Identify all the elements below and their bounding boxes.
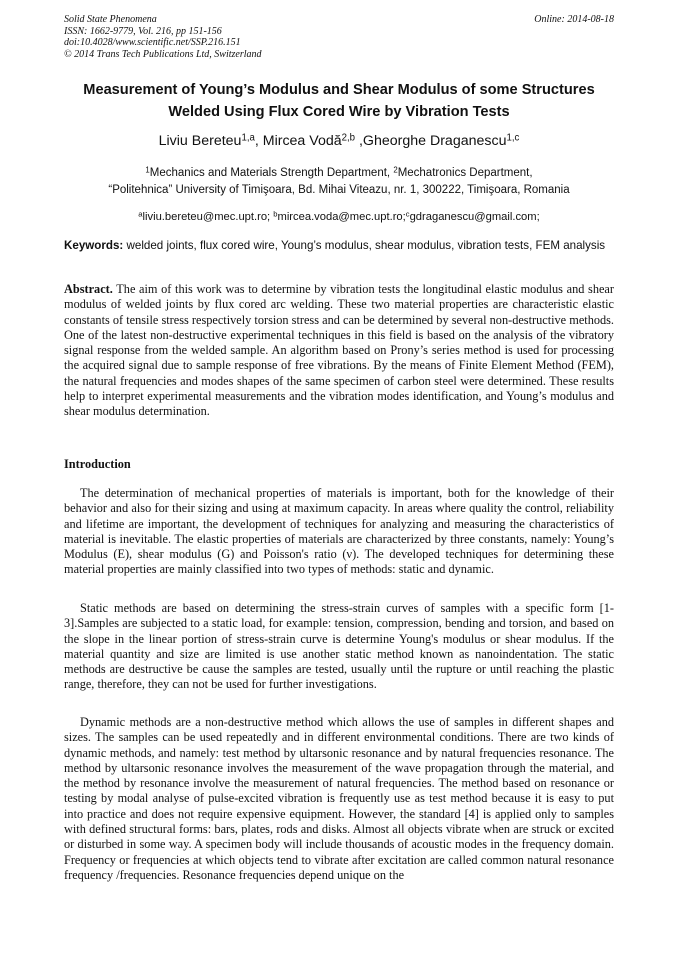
journal-name: Solid State Phenomena bbox=[64, 14, 157, 25]
author-list bbox=[64, 132, 614, 150]
email-list bbox=[64, 210, 614, 224]
email-address[interactable]: mircea.voda@mec.upt.ro; bbox=[277, 211, 406, 223]
keywords-text: welded joints, flux cored wire, Young’s modulus, shear modulus, vibration tests, FEM analysis bbox=[123, 239, 606, 252]
affiliation-superscript: 1 bbox=[145, 165, 150, 175]
author-separator: , bbox=[355, 133, 363, 149]
doi-line: doi:10.4028/www.scientific.net/SSP.216.151 bbox=[64, 37, 241, 48]
author-name: Mircea Vodă bbox=[262, 133, 342, 149]
affiliation-superscript: 2 bbox=[393, 165, 398, 175]
author-name: Liviu Bereteu bbox=[158, 133, 242, 149]
email-superscript: b bbox=[273, 209, 278, 219]
affiliation-text: Mechatronics Department, bbox=[397, 167, 533, 179]
section-heading-introduction: Introduction bbox=[64, 457, 131, 471]
intro-paragraph: The determination of mechanical properties of materials is important, both for the knowledge of their behavior and also for their sizing and using at maximum capacity. In areas where quality the control, reliability and lifetime are important, the development of techniques for analyzing and measuring the characteristics of material is inevitable. The elastic properties of materials are characterized by three constants, namely: Young’s Modulus (E), shear modulus (G) and Poisson's ratio (ν). The developed techniques for determining these material properties are mainly classified into two types of methods: static and dynamic. bbox=[64, 486, 614, 577]
email-superscript: a bbox=[138, 209, 143, 219]
abstract bbox=[64, 282, 614, 420]
author-separator: , bbox=[254, 133, 263, 149]
affiliations bbox=[64, 165, 614, 199]
email-superscript: c bbox=[405, 209, 410, 219]
keywords bbox=[64, 237, 616, 254]
author-superscript: 1,c bbox=[506, 132, 520, 144]
affiliation-text: Mechanics and Materials Strength Department, bbox=[149, 167, 394, 179]
copyright-line: © 2014 Trans Tech Publications Ltd, Switzerland bbox=[64, 48, 262, 60]
issn-line: ISSN: 1662-9779, Vol. 216, pp 151-156 bbox=[64, 25, 222, 37]
intro-paragraph: Static methods are based on determining the stress-strain curves of samples with a specific form [1-3].Samples are subjected to a static load, for example: tension, compression, bending and torsion, and based on the slope in the linear portion of stress-strain curve is determine Young's modulus or shear modulus. If the material quantity and size are limited is use another static method known as nanoindentation. The static methods are destructive be cause the samples are tested, usually until the rupture or until reaching the plastic range, therefore, they can not be used for further investigations. bbox=[64, 601, 614, 692]
journal-header bbox=[64, 14, 262, 60]
intro-paragraph: Dynamic methods are a non-destructive method which allows the use of samples in different shapes and sizes. The samples can be used repeatedly and in different environmental conditions. There are two kinds of dynamic methods, and namely: test method by ultarsonic resonance and by natural frequencies resonance. The method by ultarsonic resonance involves the measurement of the wave propagation through the material, and the method by resonance involve the measurement of natural frequencies. The method based on resonance or testing by modal analyse of pulse-excited vibration is frequently use as test method because it is easy to put into practice and does not require expensive equipment. However, the standard [4] is applied only to samples with defined structural forms: bars, plates, rods and disks. Almost all objects vibrate when are struck or excited or disturbed in some way. A specimen body will include thousands of acoustic modes in the frequency domain. Frequency or frequencies at which objects tend to vibrate after excitation are called common natural resonance frequency /frequencies. Resonance frequencies depend unique on the bbox=[64, 715, 614, 882]
author-name: Gheorghe Draganescu bbox=[362, 133, 507, 149]
keywords-label: Keywords: bbox=[64, 239, 124, 252]
abstract-label: Abstract. bbox=[64, 282, 113, 296]
email-address[interactable]: gdraganescu@gmail.com; bbox=[409, 211, 540, 223]
affiliation-line-2: “Politehnica” University of Timişoara, Bd. Mihai Viteazu, nr. 1, 300222, Timişoara, Romania bbox=[108, 184, 570, 196]
abstract-text: The aim of this work was to determine by vibration tests the longitudinal elastic modulus and shear modulus of welded joints by flux cored arc welding. These two material properties are characteristic elastic constants of tensile stress respectively torsion stress and can be determined by several non-destructive methods. One of the latest non-destructive experimental techniques in this field is based on the analysis of the vibratory signal response from the welded sample. An algorithm based on Prony’s series method is used for processing the acquired signal due to sample response of free vibrations. By the means of Finite Element Method (FEM), the natural frequencies and modes shapes of the same specimen of carbon steel were determined. These results help to interpret experimental measurements and the vibration modes identification, and Young’s modulus and shear modulus determination. bbox=[64, 282, 614, 419]
online-date: Online: 2014-08-18 bbox=[534, 14, 614, 25]
paper-title: Measurement of Young’s Modulus and Shear Modulus of some Structures Welded Using Flux Cored Wire by Vibration Tests bbox=[83, 82, 595, 120]
author-superscript: 2,b bbox=[341, 132, 356, 144]
affiliation-line-1 bbox=[64, 165, 614, 182]
email-address[interactable]: liviu.bereteu@mec.upt.ro; bbox=[142, 211, 274, 223]
author-superscript: 1,a bbox=[241, 132, 255, 144]
